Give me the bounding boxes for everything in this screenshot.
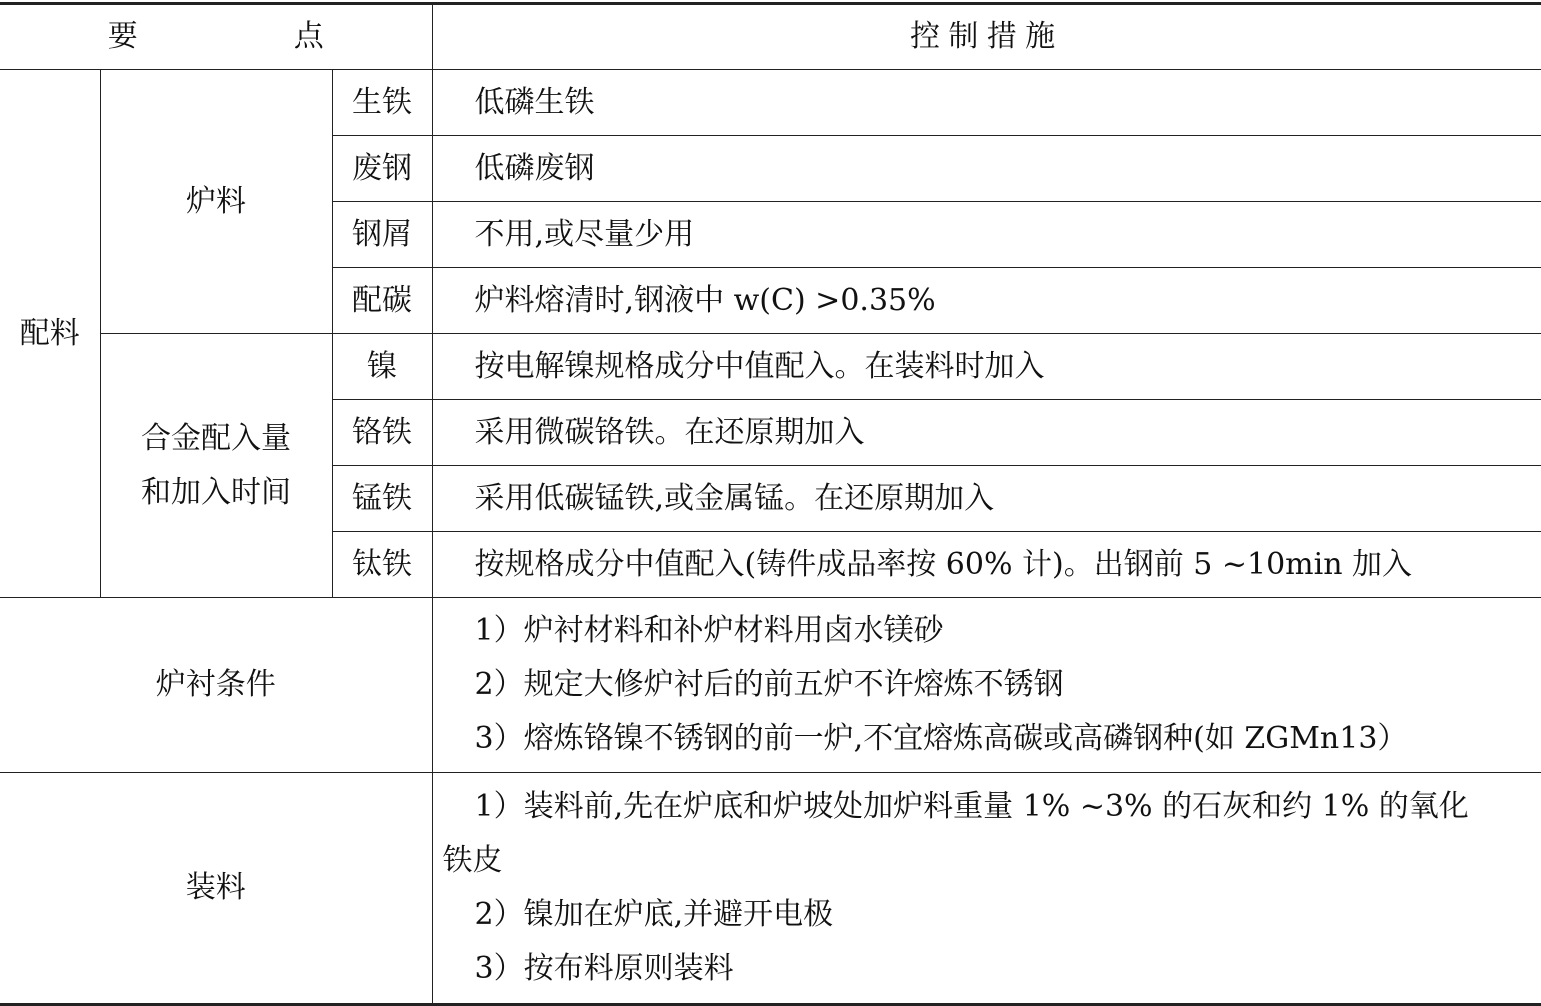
charging-measures: [432, 773, 1541, 1005]
charge-label: 炉料: [100, 70, 332, 334]
lining-label: 炉衬条件: [0, 598, 432, 773]
charging-label: 装料: [0, 773, 432, 1005]
measure-text: 低磷生铁: [432, 70, 1541, 136]
lining-row: [0, 598, 1541, 773]
item-label: 废钢: [332, 136, 432, 202]
alloy-label-line2: 和加入时间: [141, 474, 291, 510]
measure-text: 采用低碳锰铁,或金属锰。在还原期加入: [432, 466, 1541, 532]
batching-label: 配料: [0, 70, 100, 598]
item-label: 镍: [332, 334, 432, 400]
header-measure: 控制措施: [432, 4, 1541, 70]
item-label: 配碳: [332, 268, 432, 334]
measure-text: 按规格成分中值配入(铸件成品率按 60% 计)。出钢前 5 ~10min 加入: [432, 532, 1541, 598]
alloy-label-line1: 合金配入量: [141, 420, 291, 456]
lining-measures: [432, 598, 1541, 773]
item-label: 锰铁: [332, 466, 432, 532]
measure-text: 按电解镍规格成分中值配入。在装料时加入: [432, 334, 1541, 400]
list-item-continuation: 铁皮: [442, 843, 503, 878]
header-row: [0, 4, 1541, 70]
list-item: 1）装料前,先在炉底和炉坡处加炉料重量 1% ~3% 的石灰和约 1% 的氧化: [474, 789, 1469, 824]
header-point-text: 要 点: [107, 19, 387, 54]
list-item: 2）镍加在炉底,并避开电极: [474, 897, 834, 932]
measure-text: 不用,或尽量少用: [432, 202, 1541, 268]
alloy-label: [100, 334, 332, 598]
list-item: 1）炉衬材料和补炉材料用卤水镁砂: [474, 613, 944, 648]
control-measures-table: [0, 2, 1541, 1006]
item-label: 生铁: [332, 70, 432, 136]
charging-row: [0, 773, 1541, 1005]
item-label: 铬铁: [332, 400, 432, 466]
table-row: [0, 334, 1541, 400]
measure-text: 炉料熔清时,钢液中 w(C) >0.35%: [432, 268, 1541, 334]
list-item: 3）按布料原则装料: [474, 951, 734, 986]
item-label: 钢屑: [332, 202, 432, 268]
item-label: 钛铁: [332, 532, 432, 598]
list-item: 2）规定大修炉衬后的前五炉不许熔炼不锈钢: [474, 667, 1064, 702]
list-item: 3）熔炼铬镍不锈钢的前一炉,不宜熔炼高碳或高磷钢种(如 ZGMn13）: [474, 721, 1408, 756]
header-point: [0, 4, 432, 70]
measure-text: 低磷废钢: [432, 136, 1541, 202]
measure-text: 采用微碳铬铁。在还原期加入: [432, 400, 1541, 466]
table-row: [0, 70, 1541, 136]
